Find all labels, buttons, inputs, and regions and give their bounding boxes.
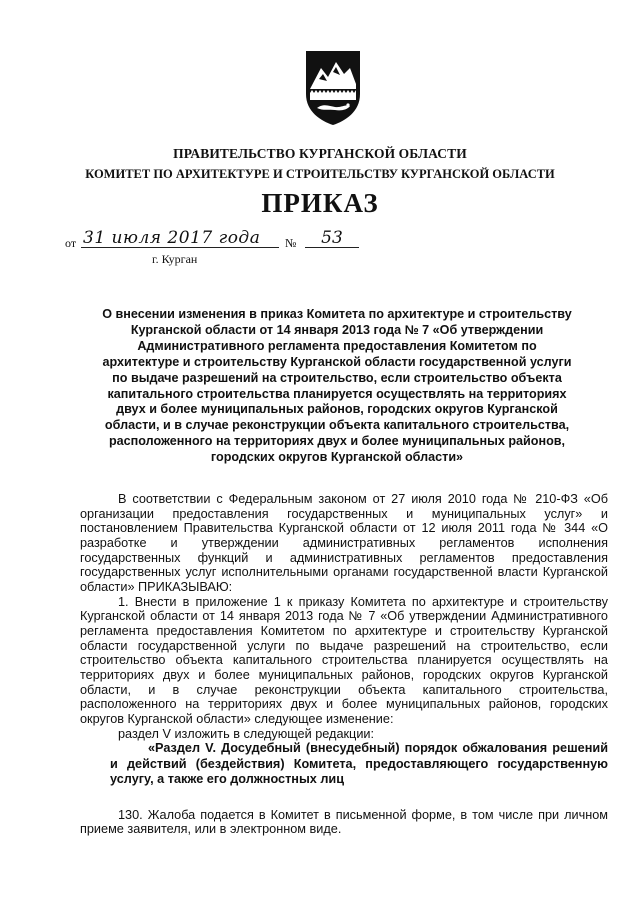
section-v-heading: «Раздел V. Досудебный (внесудебный) порядок обжалования решений и действий (бездействия) Комитета, предоставляющего государственную услугу, а также его должностных лиц [110,741,608,787]
paragraph-130: 130. Жалоба подается в Комитет в письменной форме, в том числе при личном приеме заявителя, или в электронном виде. [80,807,608,837]
item-1-paragraph: 1. Внести в приложение 1 к приказу Комитета по архитектуре и строительству Курганской области от 14 января 2013 года № 7 «Об утверждении Административного регламента предоставления Комитетом по архитектуре и строительству Курганской области государственной услуги по выдаче разрешений на строительство, если строительство объекта капитального строительства планируется осуществлять на территориях двух и более муниципальных районов, городских округов Курганской области, и в случае реконструкции объекта капитального строительства, расположенного на территориях двух и более муниципальных районов, городских округов Курганской области» следующее изменение: [80,594,608,726]
coat-of-arms-icon [303,48,363,126]
order-title: О внесении изменения в приказ Комитета по архитектуре и строительству Курганской области от 14 января 2013 года № 7 «Об утверждении Административного регламента предоставления Комитетом по архитектуре и строительству Курганской области государственной услуги по выдаче разрешений на строительство, если строительство объекта капитального строительства планируется осуществлять на территориях двух и более муниципальных районов, городских округов Курганской области, и в случае реконструкции объекта капитального строительства, расположенного на территориях двух и более муниципальных районов, городских округов Курганской области» [102,307,572,465]
government-name: ПРАВИТЕЛЬСТВО КУРГАНСКОЙ ОБЛАСТИ [173,146,467,161]
document-type: ПРИКАЗ [261,188,379,218]
order-date: 31 июля 2017 года [81,229,279,248]
order-number: 53 [305,229,359,248]
number-prefix: № [285,236,297,250]
committee-name: КОМИТЕТ ПО АРХИТЕКТУРЕ И СТРОИТЕЛЬСТВУ КУРГАНСКОЙ ОБЛАСТИ [85,167,555,181]
date-number-line [65,229,365,251]
date-prefix: от [65,236,77,250]
preamble-paragraph: В соответствии с Федеральным законом от 27 июля 2010 года № 210-ФЗ «Об организации предоставления государственных и муниципальных услуг» и постановлением Правительства Курганской области от 12 июля 2011 года № 344 «О разработке и утверждении административных регламентов исполнения государственных функций и административных регламентов предоставления государственных услуг исполнительными органами государственной власти Курганской области» ПРИКАЗЫВАЮ: [80,492,608,594]
section-intro: раздел V изложить в следующей редакции: [118,726,375,741]
city: г. Курган [152,252,198,266]
order-body [80,492,608,837]
